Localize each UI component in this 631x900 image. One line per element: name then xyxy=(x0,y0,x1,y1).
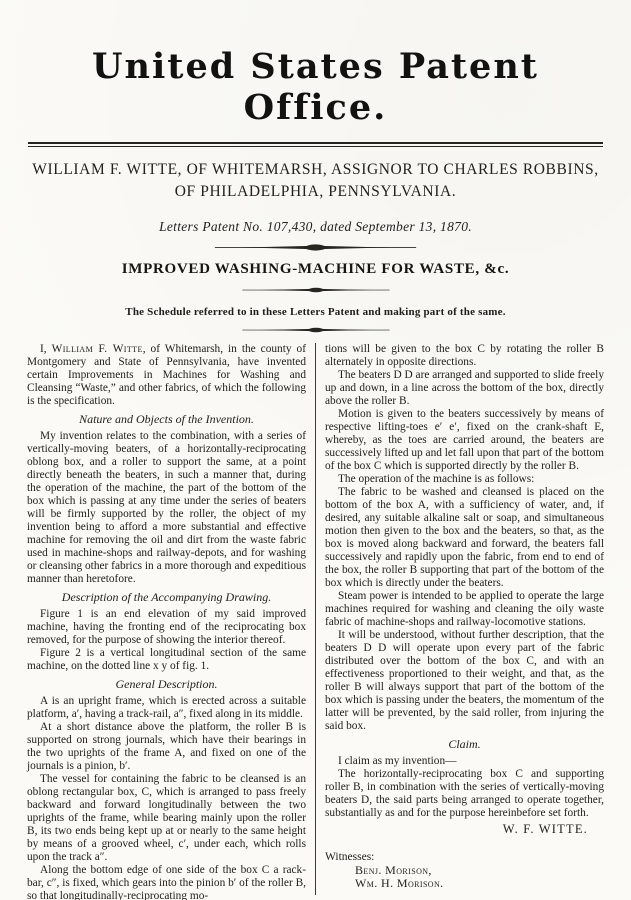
body-paragraph: Steam power is intended to be applied to operate the large machines required for washing and cleaning the oily waste fabric of machine-shops and railway-locomotive stations. xyxy=(325,590,604,628)
body-paragraph-continuation: tions will be given to the box C by rotating the roller B alternately in opposite directions. xyxy=(325,343,604,368)
swelled-rule-divider-icon xyxy=(241,326,391,334)
swelled-rule-divider-icon xyxy=(241,286,391,294)
schedule-line: The Schedule referred to in these Letters Patent and making part of the same. xyxy=(125,306,506,318)
witnesses-label: Witnesses: xyxy=(325,851,375,863)
section-heading-drawing: Description of the Accompanying Drawing. xyxy=(61,590,272,604)
opening-rest: , of Whitemarsh, in the county of Montgomery and State of Pennsylvania, have invented certain Improvements in Machines for Washing and Cleansing “Waste,” and other fabrics, of which the following is the specification. xyxy=(27,343,306,407)
body-paragraph: The fabric to be washed and cleansed is placed on the bottom of the box A, with a sufficiency of water, and, if desired, any suitable alkaline salt or soap, and simultaneous motion then given to the box and the beaters, so that, as the box is moved along backward and forward, the beaters fall successively and rapidly upon the fabric, from end to end of the box, the roller B supporting that part of the bottom of the box which is directly under the beaters. xyxy=(325,486,604,589)
claim-paragraph: The horizontally-reciprocating box C and supporting roller B, in combination with the series of vertically-moving beaters D, the said parts being arranged to operate together, substantially as and for the purpose hereinbefore set forth. xyxy=(325,768,604,819)
section-heading-nature: Nature and Objects of the Invention. xyxy=(79,412,254,426)
invention-title: IMPROVED WASHING-MACHINE FOR WASTE, &c. xyxy=(121,261,510,277)
witness-name: Wm. H. Morison. xyxy=(355,876,444,890)
inventor-signature: W. F. WITTE. xyxy=(502,822,588,836)
body-paragraph: Figure 2 is a vertical longitudinal section of the same machine, on the dotted line x y of fig. 1. xyxy=(27,647,306,672)
body-paragraph: It will be understood, without further description, that the beaters D D will operate upon every part of the fabric distributed over the bottom of the box C, and with an effectiveness proportioned to their weight, and that, as the roller B will always support that part of the bottom of the box which is passing under the beaters, the momentum of the latter will be prevented, by the said roller, from injuring the said box. xyxy=(325,629,604,732)
witnesses-block xyxy=(325,851,604,890)
body-paragraph: Motion is given to the beaters successively by means of respective lifting-toes e′ e′, fixed on the crank-shaft E, whereby, as the toes are carried around, the beaters are successively lifted up and let fall upon that part of the bottom of the box C which is supported directly by the roller B. xyxy=(325,408,604,472)
opening-paragraph xyxy=(27,343,306,408)
body-paragraph: Along the bottom edge of one side of the box C a rack-bar, c″, is fixed, which gears into the pinion b′ of the roller B, so that longitudinally-reciprocating mo- xyxy=(27,864,306,900)
witness-name: Benj. Morison, xyxy=(355,863,432,877)
double-rule xyxy=(28,142,603,147)
patent-number-line: Letters Patent No. 107,430, dated September 13, 1870. xyxy=(159,219,472,234)
column-divider-rule xyxy=(315,343,316,895)
left-column xyxy=(27,343,306,900)
body-paragraph: A is an upright frame, which is erected across a suitable platform, a′, having a track-rail, a″, fixed along in its middle. xyxy=(27,695,306,720)
body-paragraph: The operation of the machine is as follows: xyxy=(338,473,535,485)
grantee-line-1: WILLIAM F. WITTE, OF WHITEMARSH, ASSIGNOR TO CHARLES ROBBINS, xyxy=(32,161,599,178)
body-paragraph: Figure 1 is an end elevation of my said improved machine, having the fronting end of the reciprocating box removed, for the purpose of showing the interior thereof. xyxy=(27,608,306,646)
inventor-name: William F. Witte xyxy=(51,343,143,355)
section-heading-claim: Claim. xyxy=(448,737,481,751)
body-paragraph: The vessel for containing the fabric to be cleansed is an oblong rectangular box, C, which is arranged to pass freely backward and forward longitudinally between the two uprights of the frame, while bearing mainly upon the roller B, its two ends being kept up at or nearly to the same height by means of a grooved wheel, c′, under each, which rolls upon the track a″. xyxy=(27,773,306,863)
section-heading-general: General Description. xyxy=(115,677,218,691)
body-paragraph: The beaters D D are arranged and supported to slide freely up and down, in a line across the bottom of the box, directly above the roller B. xyxy=(325,369,604,407)
right-column xyxy=(325,343,604,895)
swelled-rule-divider-icon xyxy=(213,243,418,252)
claim-intro-paragraph: I claim as my invention— xyxy=(338,755,457,767)
body-paragraph: At a short distance above the platform, the roller B is supported on strong journals, which have their bearings in the two uprights of the frame A, and fixed on one of the journals is a pinion, b′. xyxy=(27,721,306,772)
body-paragraph: My invention relates to the combination, with a series of vertically-moving beaters, of a horizontally-reciprocating oblong box, and a roller to support the same, at a point directly beneath the beaters, in such a manner that, during the operation of the machine, the part of the bottom of the box which is passing at any time under the series of beaters will be firmly supported by the roller, the object of my invention being to afford a more substantial and effective machine for removing the oil and dirt from the waste fabric used in machine-shops and railway-depots, and for washing or cleansing other fabrics in a more thorough and expeditious manner than heretofore. xyxy=(27,430,306,585)
opening-prefix: I, xyxy=(40,343,52,355)
grantee-lines xyxy=(0,159,631,203)
masthead-title: United States Patent Office. xyxy=(92,46,539,128)
grantee-line-2: OF PHILADELPHIA, PENNSYLVANIA. xyxy=(174,183,457,200)
body-columns xyxy=(27,343,604,900)
